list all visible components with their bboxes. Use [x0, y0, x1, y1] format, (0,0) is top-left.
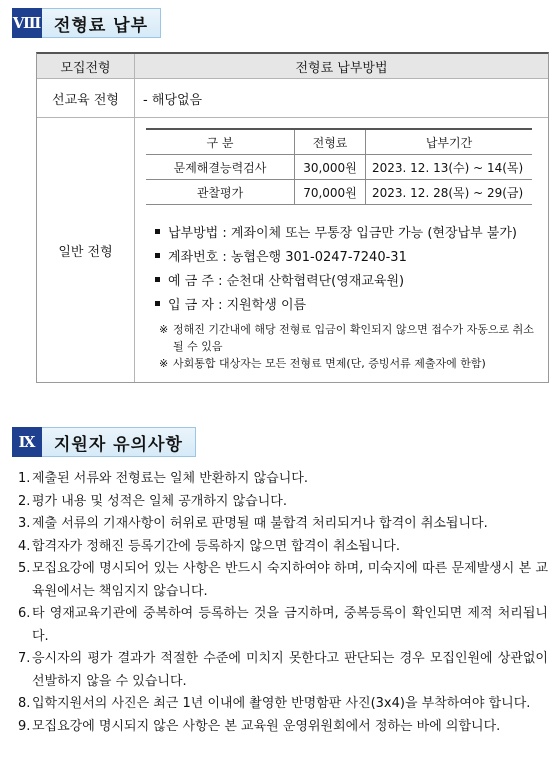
fee-col-category: 구 분 — [146, 129, 295, 155]
fee-col-period: 납부기간 — [366, 129, 533, 155]
item-text: 타 영재교육기관에 중복하여 등록하는 것을 금지하며, 중복등록이 확인되면 제적 처리됩니다. — [32, 606, 548, 644]
payment-notes — [159, 321, 539, 372]
list-item — [18, 558, 548, 603]
applicant-notice-list — [18, 468, 548, 738]
section-8-number: Ⅷ — [12, 8, 42, 38]
account-holder-text: 예 금 주 : 순천대 산학협력단(영재교육원) — [168, 273, 405, 289]
row-pre-education — [37, 79, 548, 118]
fee-payment-table — [36, 52, 549, 383]
item-number: 6. — [18, 606, 31, 621]
section-8-header — [12, 8, 161, 38]
item-number: 7. — [18, 651, 31, 666]
item-text: 모집요강에 명시되어 있는 사항은 반드시 숙지하여야 하며, 미숙지에 따른 문제발생시 본 교육원에서는 책임지지 않습니다. — [32, 561, 549, 599]
note-mark-icon: ※ — [159, 323, 169, 336]
row-general — [37, 118, 548, 382]
fee-col-amount: 전형료 — [295, 129, 366, 155]
fee-category: 관찰평가 — [146, 180, 295, 205]
list-item — [18, 603, 548, 648]
account-number-text: 계좌번호 : 농협은행 301-0247-7240-31 — [168, 249, 407, 265]
fee-period: 2023. 12. 13(수) ~ 14(목) — [366, 155, 533, 180]
item-text: 평가 내용 및 성적은 일체 공개하지 않습니다. — [32, 493, 287, 509]
payment-method-text: 납부방법 : 계좌이체 또는 무통장 입금만 가능 (현장납부 불가) — [168, 225, 517, 241]
section-9-title: 지원자 유의사항 — [42, 427, 196, 457]
section-9-header — [12, 427, 196, 457]
fee-period: 2023. 12. 28(목) ~ 29(금) — [366, 180, 533, 205]
section-8-title: 전형료 납부 — [42, 8, 161, 38]
list-item — [18, 513, 548, 536]
item-number: 1. — [18, 471, 31, 486]
list-item — [155, 243, 548, 267]
fee-schedule-table — [146, 128, 532, 205]
item-text: 모집요강에 명시되지 않은 사항은 본 교육원 운영위원회에서 정하는 바에 의합니다. — [32, 718, 501, 734]
item-text: 응시자의 평가 결과가 적절한 수준에 미치지 못한다고 판단되는 경우 모집인원에 상관없이 선발하지 않을 수 있습니다. — [32, 651, 548, 689]
table-row — [146, 180, 532, 205]
fee-table-header-row — [37, 54, 548, 79]
note-item — [159, 321, 539, 355]
item-number: 5. — [18, 561, 31, 576]
item-number: 8. — [18, 696, 31, 711]
table-row — [146, 155, 532, 180]
note-item — [159, 355, 539, 372]
list-item — [18, 468, 548, 491]
section-9-number: Ⅸ — [12, 427, 42, 457]
item-number: 9. — [18, 718, 31, 734]
fee-amount: 70,000원 — [295, 180, 366, 205]
list-item — [18, 716, 548, 739]
item-text: 제출 서류의 기재사항이 허위로 판명될 때 불합격 처리되거나 합격이 취소됩니다. — [32, 516, 488, 531]
list-item — [18, 536, 548, 559]
fee-schedule-header — [146, 129, 532, 155]
square-bullet-icon — [155, 301, 160, 306]
note-mark-icon: ※ — [159, 357, 169, 370]
pre-education-value: - 해당없음 — [143, 92, 203, 108]
header-payment-method: 전형료 납부방법 — [295, 60, 388, 76]
note-text: 정해진 기간내에 해당 전형료 입금이 확인되지 않으면 접수가 자동으로 취소될 수 있음 — [173, 323, 534, 353]
list-item — [18, 693, 548, 716]
list-item — [155, 219, 548, 243]
item-text: 합격자가 정해진 등록기간에 등록하지 않으면 합격이 취소됩니다. — [32, 538, 400, 554]
general-label: 일반 전형 — [37, 118, 135, 382]
payment-info-list — [155, 219, 548, 315]
square-bullet-icon — [155, 277, 160, 282]
fee-category: 문제해결능력검사 — [146, 155, 295, 180]
depositor-text: 입 금 자 : 지원학생 이름 — [168, 297, 307, 313]
item-text: 입학지원서의 사진은 최근 1년 이내에 촬영한 반명함판 사진(3x4)을 부착하여야 합니다. — [32, 696, 531, 711]
square-bullet-icon — [155, 229, 160, 234]
list-item — [18, 648, 548, 693]
square-bullet-icon — [155, 253, 160, 258]
item-number: 2. — [18, 493, 31, 509]
note-text: 사회통합 대상자는 모든 전형료 면제(단, 증빙서류 제출자에 한함) — [173, 357, 486, 370]
fee-amount: 30,000원 — [295, 155, 366, 180]
item-number: 4. — [18, 538, 31, 554]
list-item — [155, 267, 548, 291]
list-item — [155, 291, 548, 315]
item-text: 제출된 서류와 전형료는 일체 반환하지 않습니다. — [32, 471, 308, 486]
list-item — [18, 491, 548, 514]
header-admission-type: 모집전형 — [37, 54, 135, 78]
general-content — [135, 118, 548, 382]
item-number: 3. — [18, 516, 31, 531]
pre-education-label: 선교육 전형 — [37, 79, 135, 117]
